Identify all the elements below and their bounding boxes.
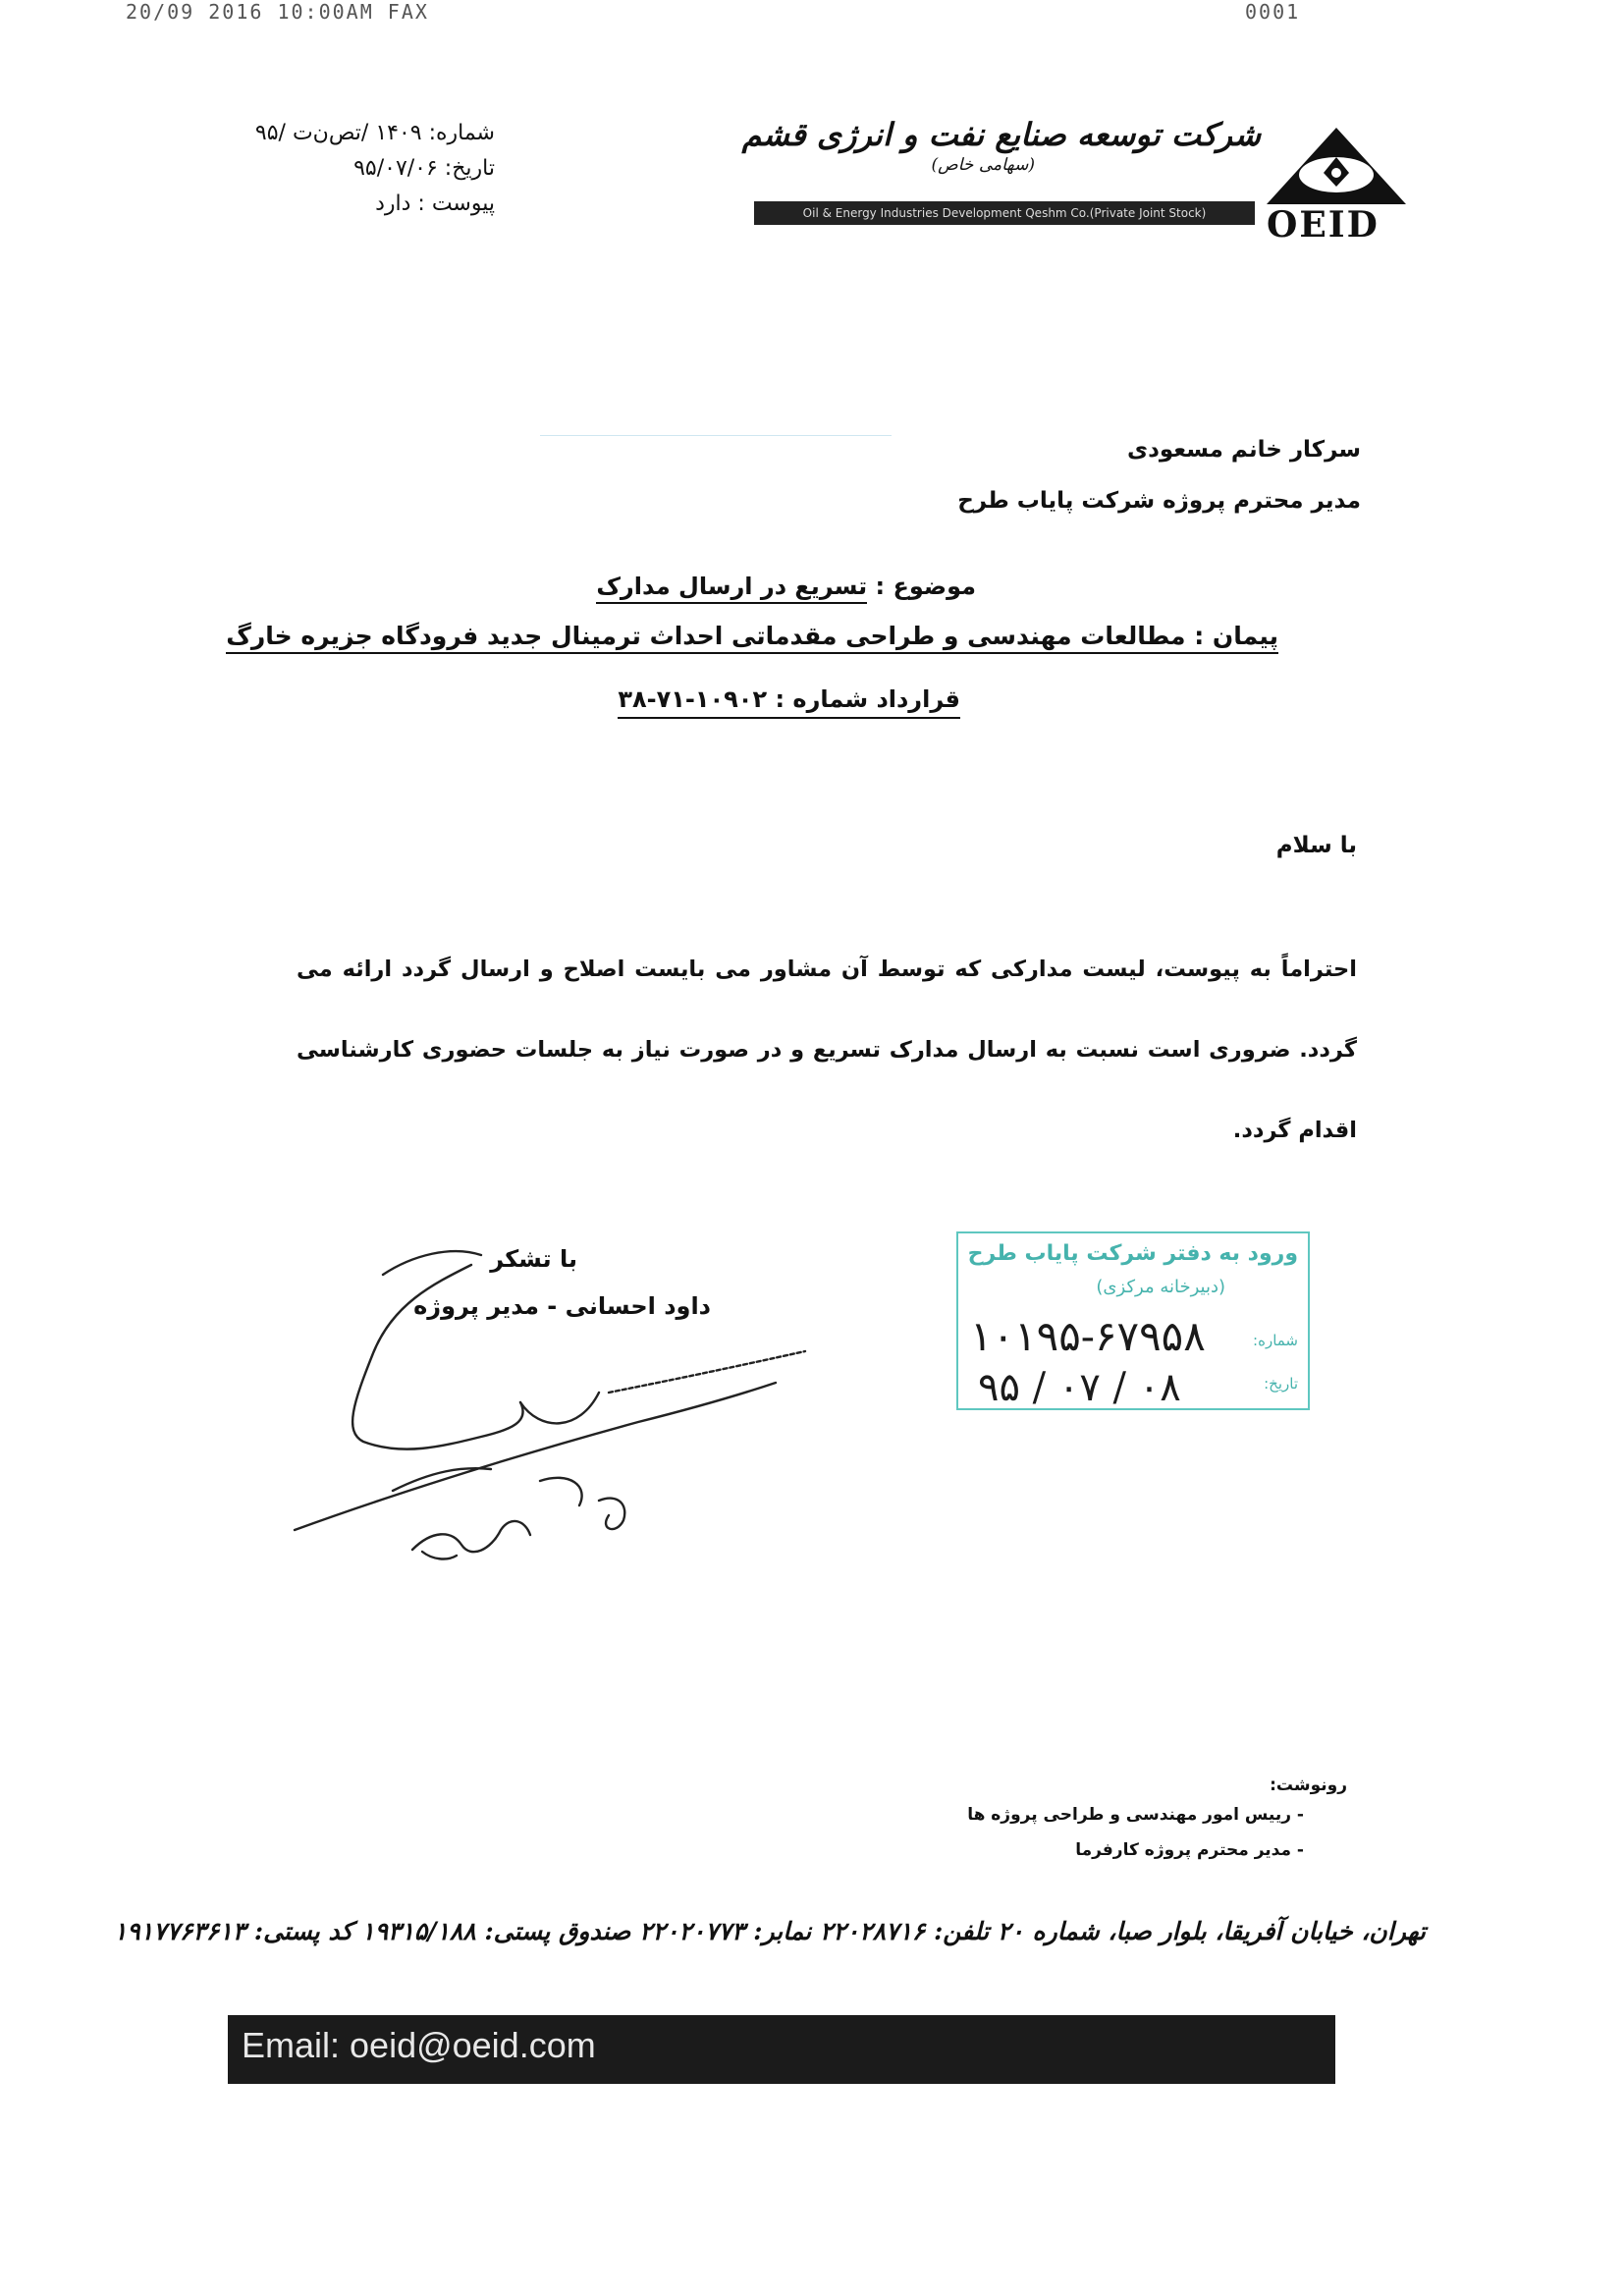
letter-attachment: پیوست : دارد	[375, 191, 495, 216]
footer-address: تهران، خیابان آفریقا، بلوار صبا، شماره ۲۰ تلفن: ۲۲۰۲۸۷۱۶ نمابر: ۲۲۰۲۰۷۷۳ صندوق پستی: ۱۹۳۱۵/۱۸۸ کد پستی: ۱۹۱۷۷۶۳۶۱۳	[113, 1917, 1426, 1945]
letter-body: احتراماً به پیوست، لیست مدارکی که توسط آن مشاور می بایست اصلاح و ارسال گردد ارائه می گردد. ضروری است نسبت به ارسال مدارک تسریع و در صورت نیاز به جلسات حضوری کارشناسی اقدام گردد.	[297, 957, 1357, 1143]
recipient-title: مدیر محترم پروژه شرکت پایاب طرح	[957, 488, 1361, 514]
company-name-english: Oil & Energy Industries Development Qeshm Co.(Private Joint Stock)	[754, 201, 1255, 225]
stamp-number-value: ۱۰۱۹۵-۶۷۹۵۸	[970, 1312, 1206, 1360]
stamp-date-label: تاریخ:	[1264, 1375, 1298, 1393]
divider	[540, 435, 892, 436]
company-type: (سهامی خاص)	[931, 155, 1035, 175]
oeid-logo-icon	[1263, 124, 1410, 212]
signer-name: داود احسانی - مدیر پروژه	[413, 1292, 711, 1320]
contract-label: پیمان :	[1186, 622, 1278, 654]
recipient-name: سرکار خانم مسعودی	[1126, 437, 1361, 463]
cc-title: رونوشت:	[1270, 1776, 1347, 1795]
cc-item: - مدیر محترم پروژه کارفرما	[1075, 1840, 1304, 1860]
subject-label: موضوع :	[867, 573, 976, 600]
contract-text: مطالعات مهندسی و طراحی مقدماتی احداث ترمینال جدید فرودگاه جزیره خارگ	[226, 622, 1185, 654]
fax-header: 20/09 2016 10:00AM FAX	[126, 0, 429, 24]
letter-date: تاریخ: ۹۵/۰۷/۰۶	[353, 156, 495, 181]
fax-page-number: 0001	[1245, 0, 1301, 24]
cc-item: - رییس امور مهندسی و طراحی پروژه ها	[967, 1805, 1304, 1825]
letter-number: شماره: ۱۴۰۹ /تص‌ن‌ت /۹۵	[254, 121, 495, 145]
stamp-title: ورود به دفتر شرکت پایاب طرح	[967, 1241, 1298, 1266]
company-name: شرکت توسعه صنایع نفت و انرژی قشم	[741, 116, 1261, 153]
footer-email-bar	[228, 2015, 1335, 2084]
oeid-logo-text: OEID	[1267, 204, 1380, 246]
subject-text: تسریع در ارسال مدارک	[596, 573, 867, 604]
receipt-stamp	[956, 1231, 1310, 1410]
handwritten-signature	[285, 1235, 815, 1593]
greeting: با سلام	[1275, 833, 1357, 858]
footer-email: Email: oeid@oeid.com	[242, 2025, 596, 2065]
subject-line	[596, 573, 976, 600]
recipient	[957, 424, 1361, 526]
contract-number: قرارداد شماره : ۱۰۹۰۲-۷۱-۳۸	[618, 685, 960, 719]
stamp-number-label: شماره:	[1253, 1332, 1298, 1349]
letter-meta	[141, 116, 495, 222]
closing: با تشکر	[490, 1245, 577, 1273]
stamp-date-value: ۹۵ / ۰۷ / ۰۸	[978, 1365, 1181, 1410]
stamp-subtitle: (دبیرخانه مرکزی)	[1096, 1277, 1225, 1297]
contract-line	[226, 622, 1278, 650]
